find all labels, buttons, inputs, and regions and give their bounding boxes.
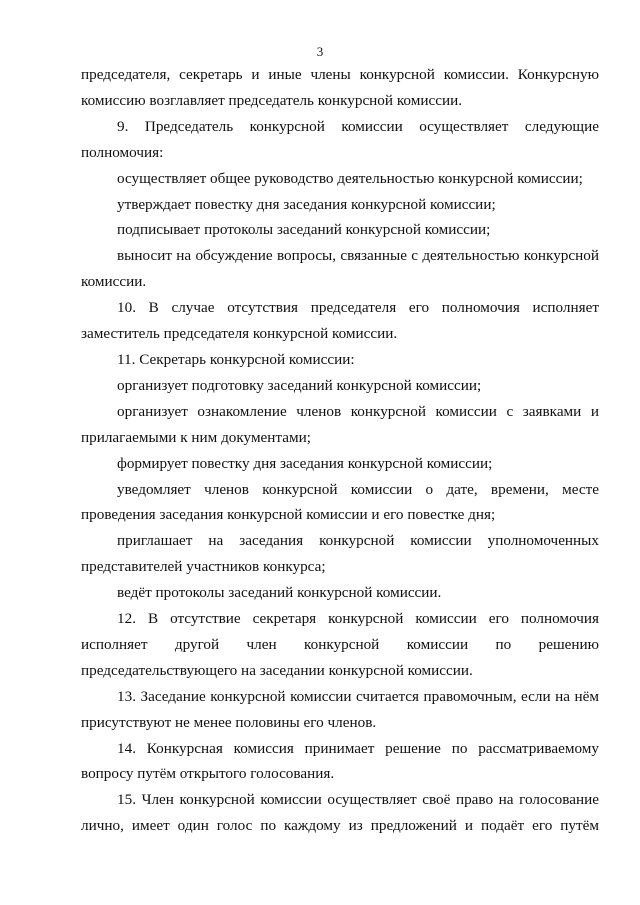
paragraph-sub-item: организует ознакомление членов конкурсной комиссии с заявками и прилагаемыми к ним документами; <box>81 402 599 446</box>
page-number: 3 <box>316 44 324 59</box>
paragraph-item-10: 10. В случае отсутствия председателя его полномочия исполняет заместитель председателя конкурсной комиссии. <box>81 299 599 343</box>
paragraph-continuation: председателя, секретарь и иные члены конкурсной комиссии. Конкурсную комиссию возглавляет председатель конкурсной комиссии. <box>81 66 599 109</box>
paragraph-sub-item: подписывает протоколы заседаний конкурсной комиссии; <box>117 221 491 239</box>
paragraph-sub-item: организует подготовку заседаний конкурсной комиссии; <box>117 376 482 394</box>
paragraph-item-14: 14. Конкурсная комиссия принимает решение по рассматриваемому вопросу путём открытого голосования. <box>81 739 599 783</box>
paragraph-sub-item: выносит на обсуждение вопросы, связанные с деятельностью конкурсной комиссии. <box>81 247 599 291</box>
paragraph-sub-item: утверждает повестку дня заседания конкурсной комиссии; <box>117 195 496 213</box>
paragraph-item-15: 15. Член конкурсной комиссии осуществляет своё право на голосование лично, имеет один голос по каждому из предложений и подаёт его путём <box>81 791 599 835</box>
paragraph-item-12: 12. В отсутствие секретаря конкурсной комиссии его полномочия исполняет другой член конкурсной комиссии по решению председательствующего на заседании конкурсной комиссии. <box>81 610 599 679</box>
paragraph-item-11: 11. Секретарь конкурсной комиссии: <box>117 350 355 368</box>
paragraph-sub-item: приглашает на заседания конкурсной комиссии уполномоченных представителей участников конкурса; <box>81 532 599 576</box>
paragraph-item-9: 9. Председатель конкурсной комиссии осуществляет следующие полномочия: <box>81 117 599 161</box>
paragraph-sub-item: формирует повестку дня заседания конкурсной комиссии; <box>117 454 493 472</box>
document-body <box>81 62 599 839</box>
paragraph-item-13: 13. Заседание конкурсной комиссии считается правомочным, если на нём присутствуют не менее половины его членов. <box>81 687 599 731</box>
paragraph-sub-item: осуществляет общее руководство деятельностью конкурсной комиссии; <box>117 169 583 187</box>
paragraph-sub-item: уведомляет членов конкурсной комиссии о дате, времени, месте проведения заседания конкурсной комиссии и его повестке дня; <box>81 480 599 524</box>
paragraph-sub-item: ведёт протоколы заседаний конкурсной комиссии. <box>117 584 442 602</box>
